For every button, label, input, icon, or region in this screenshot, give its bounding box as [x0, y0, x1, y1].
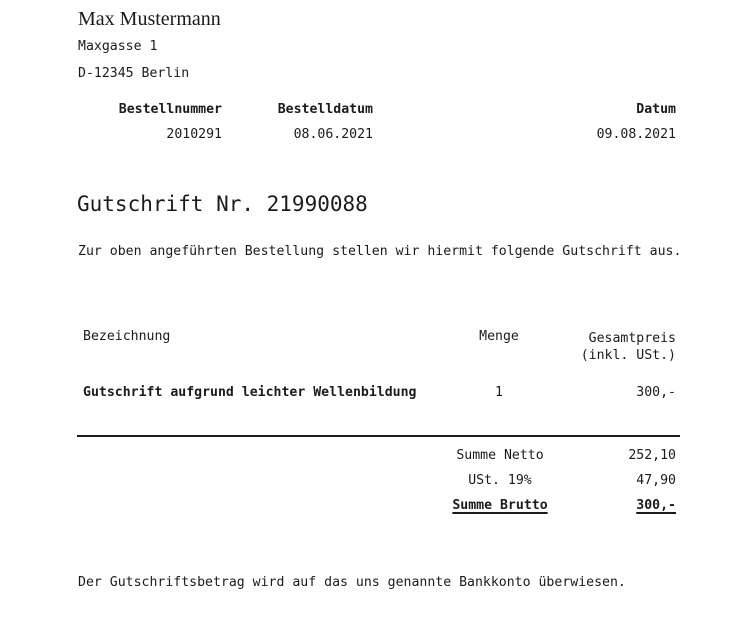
- document-date-value: 09.08.2021: [596, 127, 676, 142]
- document-date-column: [373, 103, 676, 142]
- footer-text: Der Gutschriftsbetrag wird auf das uns genannte Bankkonto überwiesen.: [78, 575, 626, 590]
- vat-label: USt. 19%: [468, 473, 532, 488]
- col-header-description: Bezeichnung: [83, 329, 171, 344]
- order-date-column: [222, 103, 373, 142]
- vat-value: 47,90: [636, 473, 676, 488]
- order-date-value: 08.06.2021: [293, 127, 373, 142]
- sender-street: Maxgasse 1: [78, 39, 158, 54]
- item-description: Gutschrift aufgrund leichter Wellenbildung: [83, 385, 417, 400]
- net-total-label: Summe Netto: [456, 448, 544, 463]
- intro-text: Zur oben angeführten Bestellung stellen wir hiermit folgende Gutschrift aus.: [78, 244, 682, 259]
- order-number-column: [78, 103, 222, 142]
- gross-total-value: 300,-: [636, 498, 676, 513]
- document-date-label: Datum: [636, 102, 676, 117]
- order-number-value: 2010291: [166, 127, 222, 142]
- net-total-value: 252,10: [628, 448, 676, 463]
- order-date-label: Bestelldatum: [277, 102, 373, 117]
- table-divider: [77, 435, 680, 437]
- order-info: [78, 103, 676, 142]
- sender-name: Max Mustermann: [78, 8, 221, 30]
- col-header-total-line2: (inkl. USt.): [580, 348, 676, 363]
- order-number-label: Bestellnummer: [118, 102, 222, 117]
- item-total: 300,-: [636, 385, 676, 400]
- col-header-total: [581, 330, 676, 364]
- sender-city: D-12345 Berlin: [78, 66, 190, 81]
- gross-total-label: Summe Brutto: [452, 498, 548, 513]
- col-header-quantity: Menge: [479, 329, 519, 344]
- item-quantity: 1: [495, 385, 503, 400]
- document-title: Gutschrift Nr. 21990088: [77, 192, 368, 216]
- col-header-total-line1: Gesamtpreis: [588, 331, 676, 346]
